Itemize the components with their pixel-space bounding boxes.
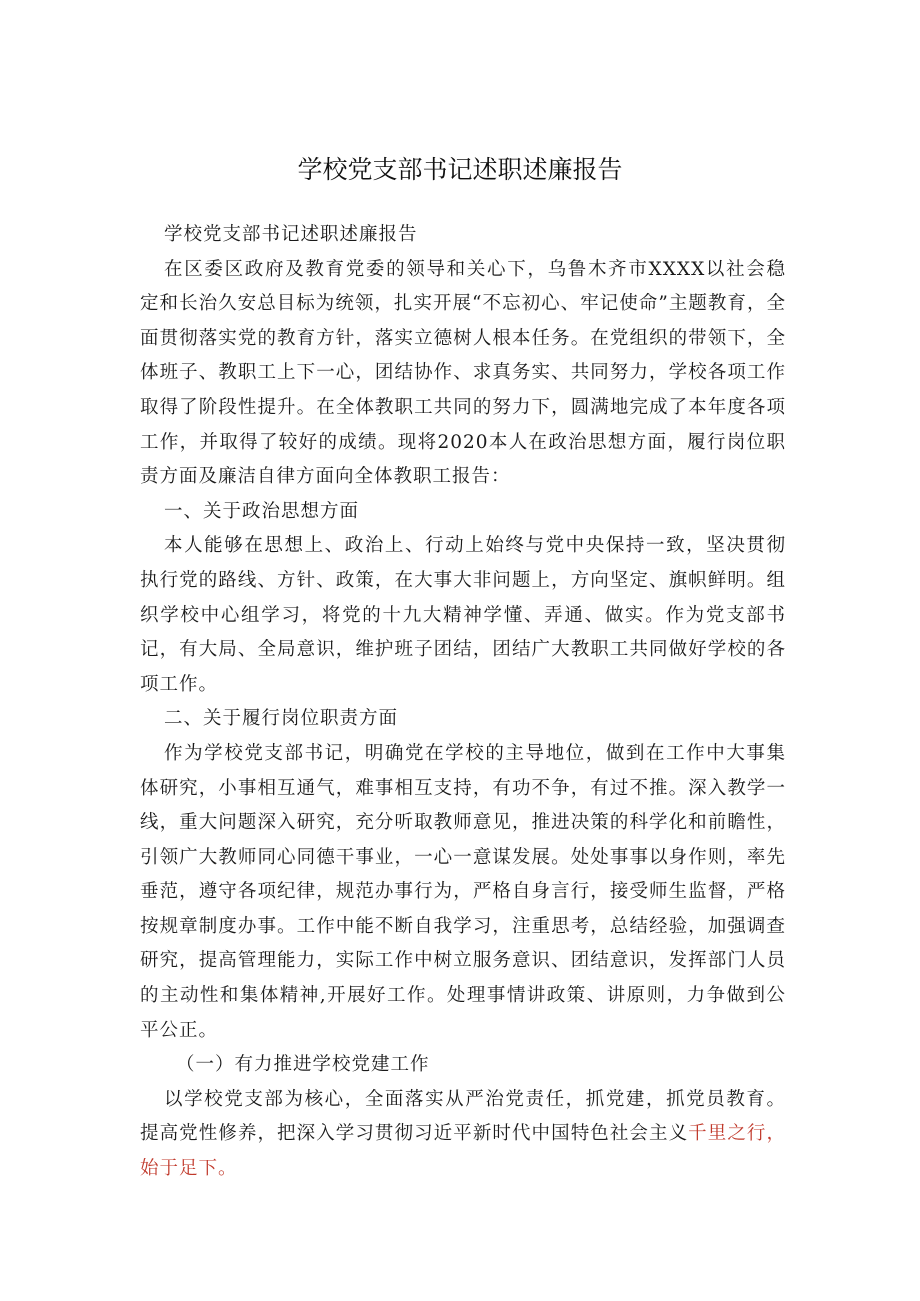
section-heading-political: 一、关于政治思想方面 [164, 500, 360, 522]
highlighted-red-text: 千里之行，始于足下。 [140, 1123, 786, 1180]
party-building-text: 以学校党支部为核心，全面落实从严治党责任，抓党建，抓党员教育。提高党性修养，把深入学习贯彻习近平新时代中国特色社会主义 [140, 1088, 786, 1145]
duties-paragraph: 作为学校党支部书记，明确党在学校的主导地位，做到在工作中大事集体研究，小事相互通气，难事相互支持，有功不争，有过不推。深入教学一线，重大问题深入研究，充分听取教师意见，推进决策的科学化和前瞻性，引领广大教师同心同德干事业，一心一意谋发展。处处事事以身作则，率先垂范，遵守各项纪律，规范办事行为，严格自身言行，接受师生监督，严格按规章制度办事。工作中能不断自我学习，注重思考，总结经验，加强调查研究，提高管理能力，实际工作中树立服务意识、团结意识，发挥部门人员的主动性和集体精神,开展好工作。处理事情讲政策、讲原则，力争做到公平公正。 [140, 742, 786, 1041]
intro-paragraph: 在区委区政府及教育党委的领导和关心下，乌鲁木齐市XXXX以社会稳定和长治久安总目标为统领，扎实开展“不忘初心、牢记使命”主题教育，全面贯彻落实党的教育方针，落实立德树人根本任务。在党组织的带领下，全体班子、教职工上下一心，团结协作、求真务实、共同努力，学校各项工作取得了阶段性提升。在全体教职工共同的努力下，圆满地完成了本年度各项工作，并取得了较好的成绩。现将2020本人在政治思想方面，履行岗位职责方面及廉洁自律方面向全体教职工报告： [140, 258, 786, 488]
party-building-paragraph [140, 1083, 786, 1187]
subtitle-paragraph: 学校党支部书记述职述廉报告 [164, 224, 418, 245]
document-body [140, 218, 786, 1187]
document-title: 学校党支部书记述职述廉报告 [297, 155, 623, 184]
section-heading-duties: 二、关于履行岗位职责方面 [164, 708, 399, 730]
political-paragraph: 本人能够在思想上、政治上、行动上始终与党中央保持一致，坚决贯彻执行党的路线、方针、政策，在大事大非问题上，方向坚定、旗帜鲜明。组织学校中心组学习，将党的十九大精神学懂、弄通、做实。作为党支部书记，有大局、全局意识，维护班子团结，团结广大教职工共同做好学校的各项工作。 [140, 535, 786, 695]
subsection-heading-party-building: （一）有力推进学校党建工作 [176, 1054, 430, 1076]
